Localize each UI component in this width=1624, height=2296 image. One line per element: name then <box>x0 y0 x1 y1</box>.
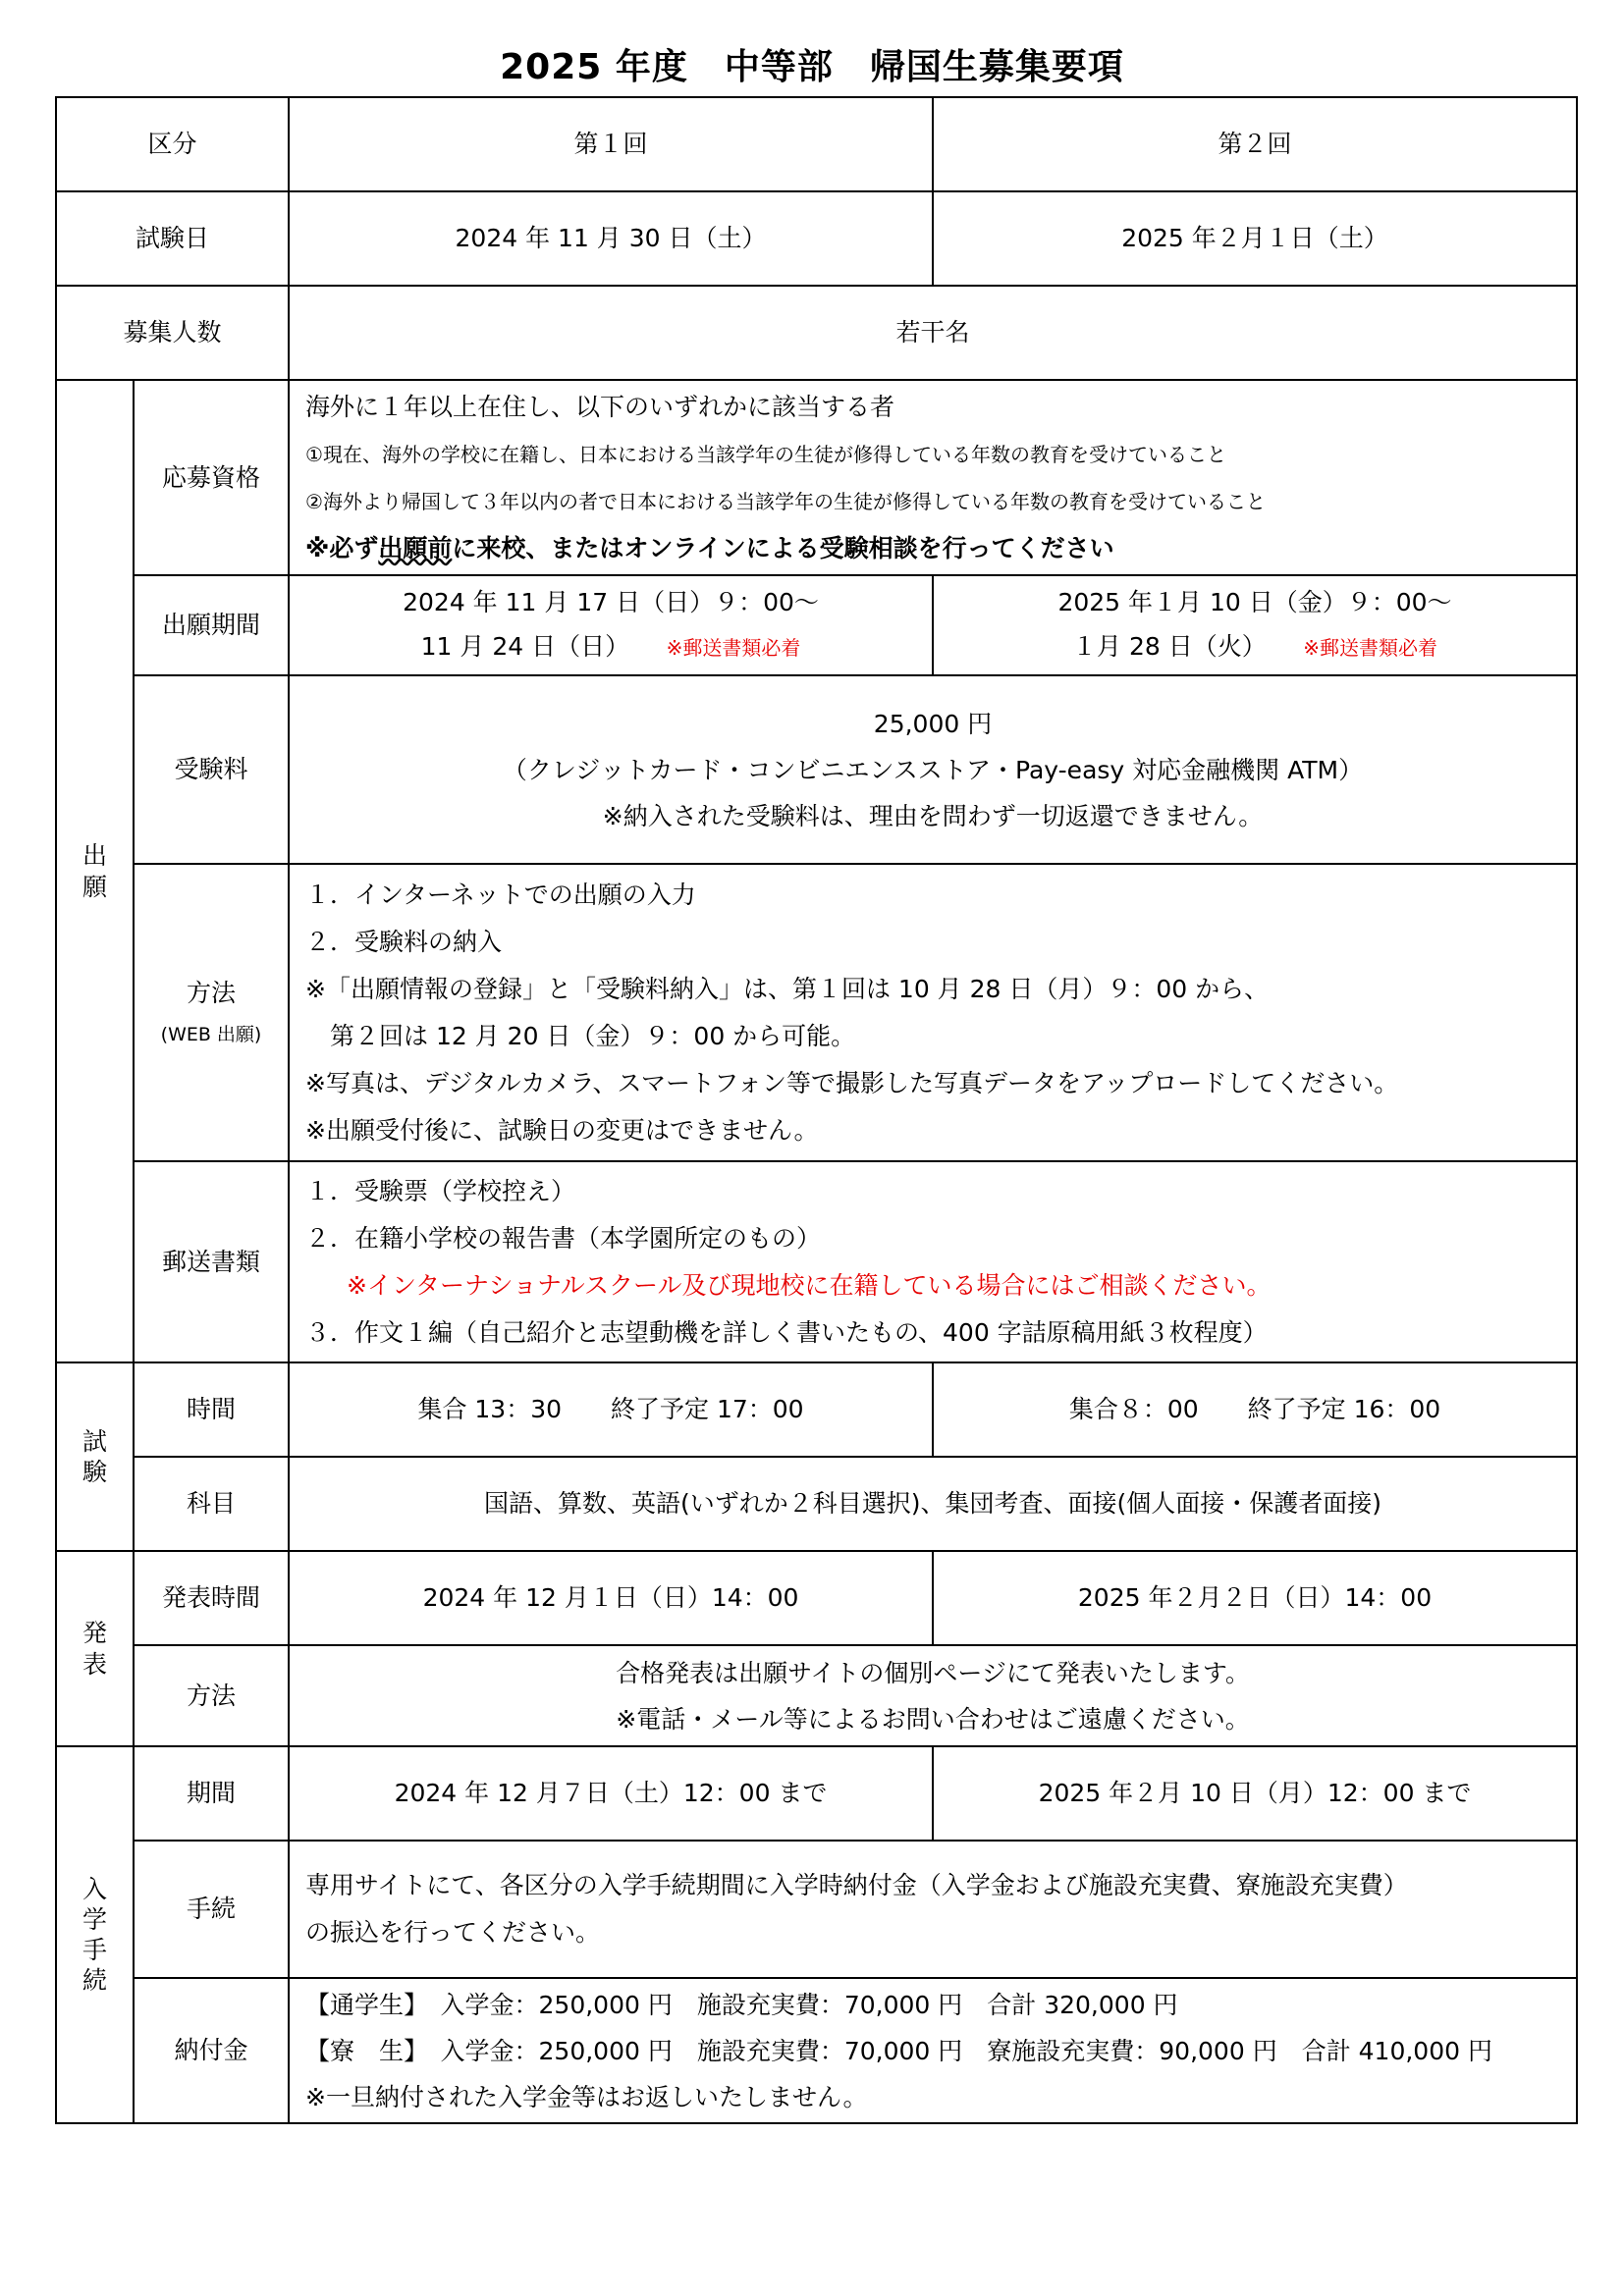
fee-methods: （クレジットカード・コンビニエンスストア・Pay-easy 対応金融機関 ATM） <box>502 755 1364 784</box>
method-line: 第２回は 12 月 20 日（金）９：00 から可能。 <box>305 1021 856 1050</box>
mail-docs-row <box>56 1161 1577 1362</box>
exam-group-char: 験 <box>81 1458 107 1486</box>
announce-method-line: 合格発表は出願サイトの個別ページにて発表いたします。 <box>616 1658 1250 1687</box>
application-group-char: 出 <box>81 841 107 871</box>
capacity-label: 募集人数 <box>56 286 289 380</box>
eligibility-row <box>56 380 1577 575</box>
exam-group-label <box>56 1362 134 1551</box>
fee-label: 受験料 <box>134 675 289 864</box>
mail-docs-line: ３．作文１編（自己紹介と志望動機を詳しく書いたもの、400 字詰原稿用紙３枚程度） <box>305 1317 1268 1347</box>
period-round2-line2 <box>934 624 1576 670</box>
exam-subjects-row <box>56 1457 1577 1551</box>
payment-line-commuter: 【通学生】 入学金：250,000 円 施設充実費：70,000 円 合計 320,000 円 <box>305 1990 1178 2019</box>
mail-docs-content <box>289 1161 1577 1362</box>
announce-method-label: 方法 <box>134 1645 289 1746</box>
exam-date-round1: 2024 年 11 月 30 日（土） <box>289 191 933 286</box>
application-group-label <box>56 380 134 1362</box>
period-round2-line1: 2025 年１月 10 日（金）９：00～ <box>1057 588 1452 616</box>
fee-row <box>56 675 1577 864</box>
exam-time-label: 時間 <box>134 1362 289 1457</box>
announce-method-content <box>289 1645 1577 1746</box>
method-sublabel: (WEB 出願) <box>160 1024 262 1046</box>
announce-time-round1: 2024 年 12 月１日（日）14：00 <box>289 1551 933 1645</box>
announce-time-row <box>56 1551 1577 1645</box>
method-label-cell <box>134 864 289 1161</box>
enroll-procedure-line: 専用サイトにて、各区分の入学手続期間に入学時納付金（入学金および施設充実費、寮施設充実費） <box>305 1871 1408 1899</box>
page-title: 2025 年度 中等部 帰国生募集要項 <box>500 47 1124 87</box>
period-round2-note: ※郵送書類必着 <box>1303 636 1438 660</box>
enroll-group-label <box>56 1746 134 2123</box>
enroll-payment-row <box>56 1978 1577 2123</box>
method-line: １．インターネットでの出願の入力 <box>305 880 696 909</box>
eligibility-notice <box>305 525 1576 572</box>
exam-date-round2: 2025 年２月１日（土） <box>933 191 1577 286</box>
enroll-procedure-content <box>289 1841 1577 1978</box>
header-category-label: 区分 <box>56 97 289 191</box>
enroll-group-char: 手 <box>81 1936 107 1964</box>
enroll-procedure-line: の振込を行ってください。 <box>305 1918 601 1947</box>
method-content <box>289 864 1577 1161</box>
enroll-period-round1: 2024 年 12 月７日（土）12：00 まで <box>289 1746 933 1841</box>
period-round2-end: １月 28 日（火） <box>1072 632 1255 661</box>
enroll-group-char: 入 <box>81 1874 107 1903</box>
announce-group-char: 表 <box>81 1649 107 1679</box>
exam-group-char: 試 <box>81 1426 107 1456</box>
enroll-payment-content <box>289 1978 1577 2123</box>
exam-date-row <box>56 191 1577 286</box>
application-group-char: 願 <box>81 872 107 901</box>
period-round1-line2 <box>290 624 932 670</box>
payment-line-boarder: 【寮 生】 入学金：250,000 円 施設充実費：70,000 円 寮施設充実費：90,000 円 合計 410,000 円 <box>305 2036 1492 2065</box>
announce-group-char: 発 <box>81 1619 107 1648</box>
eligibility-notice-underlined: 出願前 <box>378 533 453 562</box>
enroll-period-row <box>56 1746 1577 1841</box>
header-round1: 第１回 <box>289 97 933 191</box>
period-round1-line1: 2024 年 11 月 17 日（日）９：00～ <box>403 588 819 616</box>
announce-group-label <box>56 1551 134 1746</box>
fee-amount: 25,000 円 <box>873 709 993 738</box>
exam-date-label: 試験日 <box>56 191 289 286</box>
admission-table <box>55 96 1578 2124</box>
period-round1-end: 11 月 24 日（日） <box>420 632 618 661</box>
header-row <box>56 97 1577 191</box>
eligibility-notice-c: に来校、またはオンラインによる受験相談を行ってください <box>452 533 1114 562</box>
fee-content <box>289 675 1577 864</box>
enroll-payment-label: 納付金 <box>134 1978 289 2123</box>
announce-time-label: 発表時間 <box>134 1551 289 1645</box>
method-line: ※出願受付後に、試験日の変更はできません。 <box>305 1115 819 1145</box>
method-line: ２．受験料の納入 <box>305 927 503 956</box>
enroll-period-round2: 2025 年２月 10 日（月）12：00 まで <box>933 1746 1577 1841</box>
method-line: ※写真は、デジタルカメラ、スマートフォン等で撮影した写真データをアップロードしてください。 <box>305 1068 1399 1097</box>
header-round2: 第２回 <box>933 97 1577 191</box>
mail-docs-warning: ※インターナショナルスクール及び現地校に在籍している場合にはご相談ください。 <box>347 1270 1272 1300</box>
eligibility-content <box>289 380 1577 575</box>
announce-method-row <box>56 1645 1577 1746</box>
enroll-group-char: 学 <box>81 1904 107 1934</box>
method-row <box>56 864 1577 1161</box>
application-period-label: 出願期間 <box>134 575 289 675</box>
application-period-row <box>56 575 1577 675</box>
enroll-procedure-label: 手続 <box>134 1841 289 1978</box>
eligibility-label: 応募資格 <box>134 380 289 575</box>
announce-method-line: ※電話・メール等によるお問い合わせはご遠慮ください。 <box>616 1704 1250 1734</box>
eligibility-line: ①現在、海外の学校に在籍し、日本における当該学年の生徒が修得している年数の教育を受けていること <box>305 442 1226 466</box>
method-line: ※「出願情報の登録」と「受験料納入」は、第１回は 10 月 28 日（月）９：00 から、 <box>305 974 1270 1003</box>
exam-time-row <box>56 1362 1577 1457</box>
eligibility-line: ②海外より帰国して３年以内の者で日本における当該学年の生徒が修得している年数の教育を受けていること <box>305 489 1266 513</box>
mail-docs-line: ２．在籍小学校の報告書（本学園所定のもの） <box>305 1223 822 1253</box>
payment-notice: ※一旦納付された入学金等はお返しいたしません。 <box>305 2082 868 2111</box>
application-period-round2 <box>933 575 1577 675</box>
enroll-procedure-row <box>56 1841 1577 1978</box>
mail-docs-label: 郵送書類 <box>134 1161 289 1362</box>
eligibility-notice-a: ※必ず <box>305 533 379 562</box>
exam-time-round2: 集合８：00 終了予定 16：00 <box>933 1362 1577 1457</box>
exam-subjects-value: 国語、算数、英語(いずれか２科目選択)、集団考査、面接(個人面接・保護者面接) <box>289 1457 1577 1551</box>
enroll-period-label: 期間 <box>134 1746 289 1841</box>
announce-time-round2: 2025 年２月２日（日）14：00 <box>933 1551 1577 1645</box>
period-round1-note: ※郵送書類必着 <box>666 636 801 660</box>
eligibility-line: 海外に１年以上在住し、以下のいずれかに該当する者 <box>305 392 895 421</box>
exam-subjects-label: 科目 <box>134 1457 289 1551</box>
enroll-group-char: 続 <box>81 1966 107 1996</box>
capacity-value: 若干名 <box>289 286 1577 380</box>
method-label: 方法 <box>187 979 237 1007</box>
exam-time-round1: 集合 13：30 終了予定 17：00 <box>289 1362 933 1457</box>
mail-docs-line: １．受験票（学校控え） <box>305 1176 576 1205</box>
application-period-round1 <box>289 575 933 675</box>
fee-notice: ※納入された受験料は、理由を問わず一切返還できません。 <box>602 801 1264 830</box>
capacity-row <box>56 286 1577 380</box>
